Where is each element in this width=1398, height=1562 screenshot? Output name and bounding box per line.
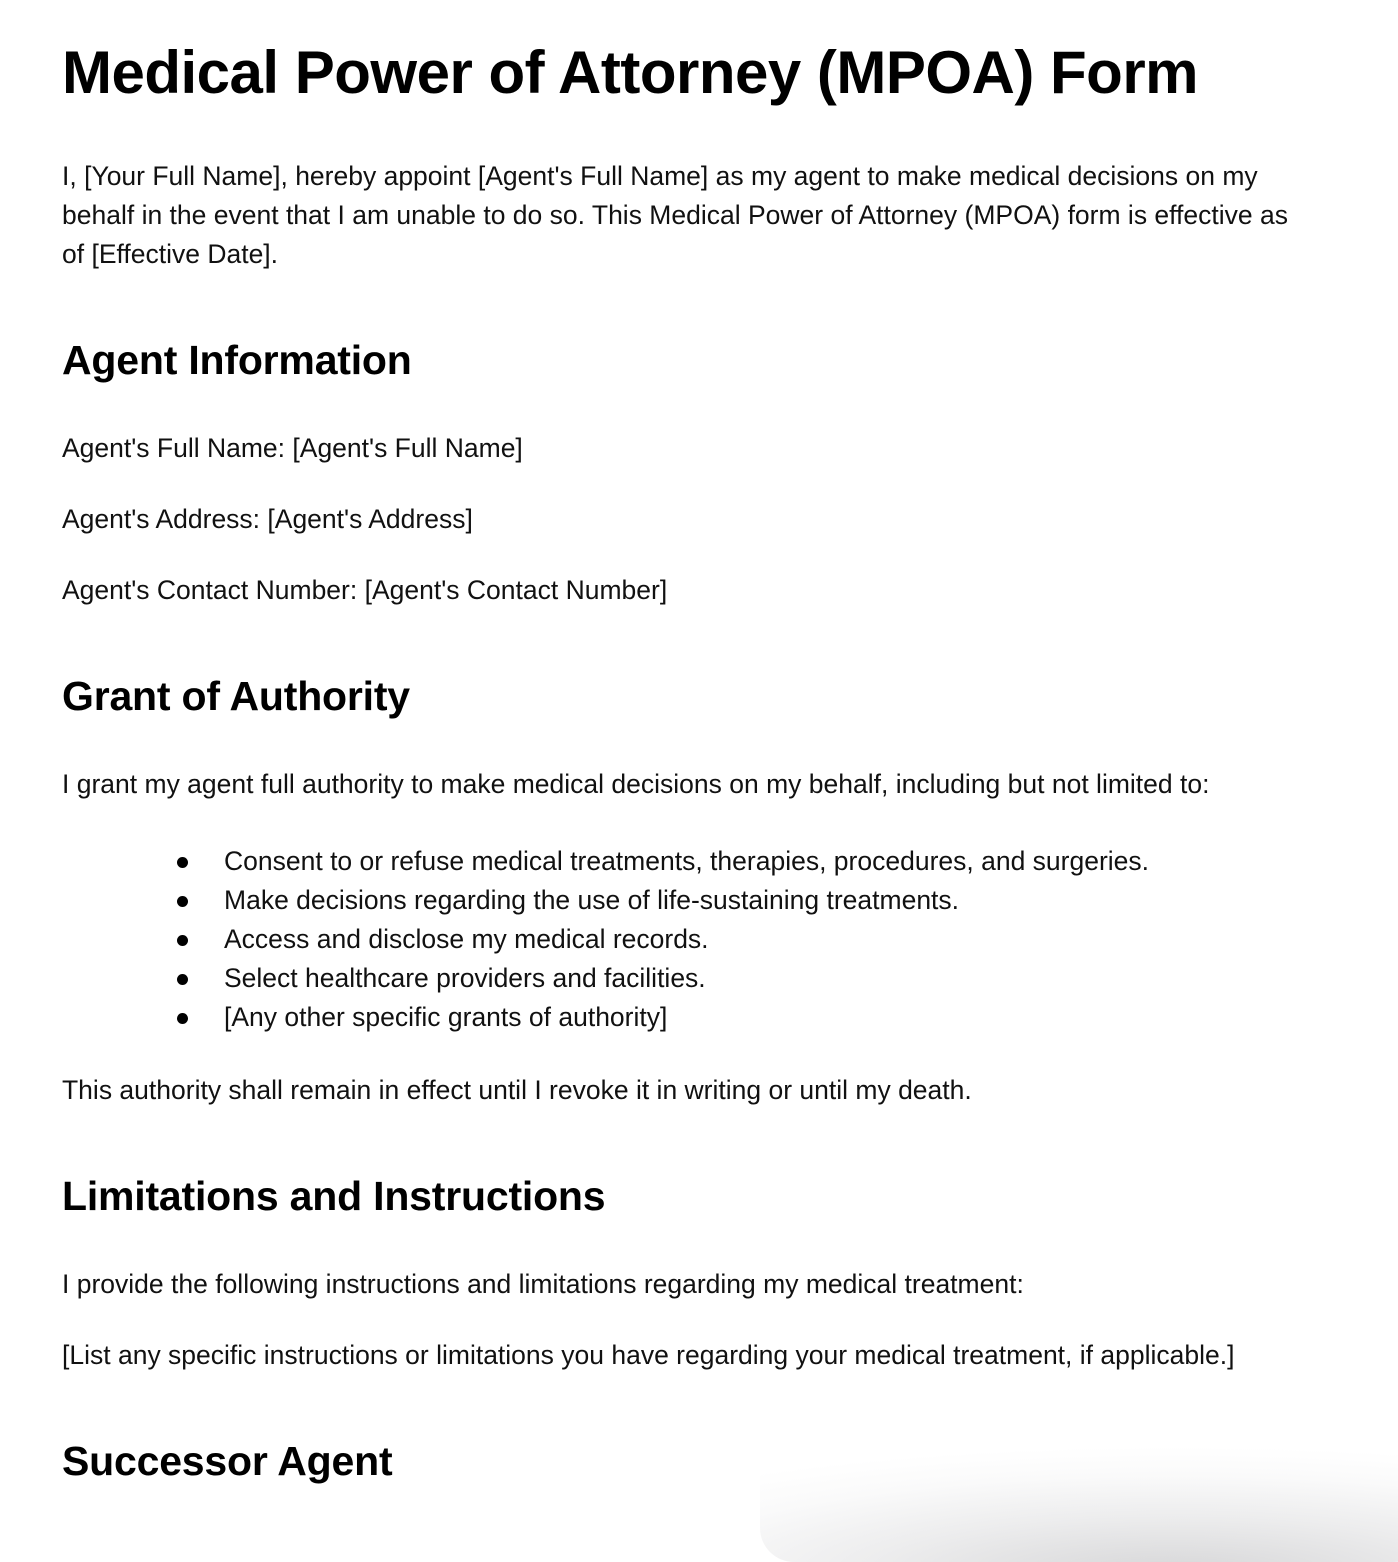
spacer	[62, 1037, 1336, 1071]
list-item	[177, 881, 1336, 920]
agent-address-line: Agent's Address: [Agent's Address]	[62, 503, 473, 534]
grant-of-authority-closing: This authority shall remain in effect until I revoke it in writing or until my death.	[62, 1075, 972, 1106]
intro-paragraph: I, [Your Full Name], hereby appoint [Agent's Full Name] as my agent to make medical decisions on my behalf in the event that I am unable to do so. This Medical Power of Attorney (MPOA) form is effective as of [Effective Date].	[62, 160, 1288, 269]
spacer	[62, 1110, 1336, 1172]
spacer	[62, 804, 1336, 842]
spacer	[62, 1221, 1336, 1265]
spacer	[62, 539, 1336, 571]
list-item	[177, 998, 1336, 1037]
limitations-intro: I provide the following instructions and limitations regarding my medical treatment:	[62, 1269, 1024, 1300]
list-item	[177, 959, 1336, 998]
spacer	[62, 1375, 1336, 1437]
agent-full-name-line: Agent's Full Name: [Agent's Full Name]	[62, 432, 523, 463]
list-item-label: Access and disclose my medical records.	[224, 924, 709, 955]
list-item-label: Select healthcare providers and facilities.	[224, 963, 706, 994]
limitations-placeholder: [List any specific instructions or limitations you have regarding your medical treatment, if applicable.]	[62, 1340, 1235, 1371]
spacer	[62, 468, 1336, 500]
spacer	[62, 385, 1336, 429]
grant-of-authority-list	[62, 842, 1336, 1037]
spacer	[62, 721, 1336, 765]
page-title: Medical Power of Attorney (MPOA) Form	[62, 39, 1199, 106]
section-heading-successor-agent: Successor Agent	[62, 1438, 393, 1485]
section-heading-limitations-and-instructions: Limitations and Instructions	[62, 1173, 606, 1220]
bullet-icon	[177, 857, 188, 868]
spacer	[62, 1304, 1336, 1336]
section-heading-grant-of-authority: Grant of Authority	[62, 672, 410, 719]
spacer	[62, 610, 1336, 672]
section-heading-agent-information: Agent Information	[62, 336, 412, 383]
bullet-icon	[177, 1013, 188, 1024]
bullet-icon	[177, 974, 188, 985]
agent-contact-number-line: Agent's Contact Number: [Agent's Contact Number]	[62, 574, 668, 605]
spacer	[62, 109, 1336, 157]
list-item-label: Consent to or refuse medical treatments, therapies, procedures, and surgeries.	[224, 846, 1150, 877]
list-item-label: [Any other specific grants of authority]	[224, 1002, 668, 1033]
list-item-label: Make decisions regarding the use of life-sustaining treatments.	[224, 885, 960, 916]
bullet-icon	[177, 935, 188, 946]
list-item	[177, 842, 1336, 881]
grant-of-authority-intro: I grant my agent full authority to make medical decisions on my behalf, including but not limited to:	[62, 769, 1210, 800]
bullet-icon	[177, 896, 188, 907]
list-item	[177, 920, 1336, 959]
spacer	[62, 274, 1336, 336]
